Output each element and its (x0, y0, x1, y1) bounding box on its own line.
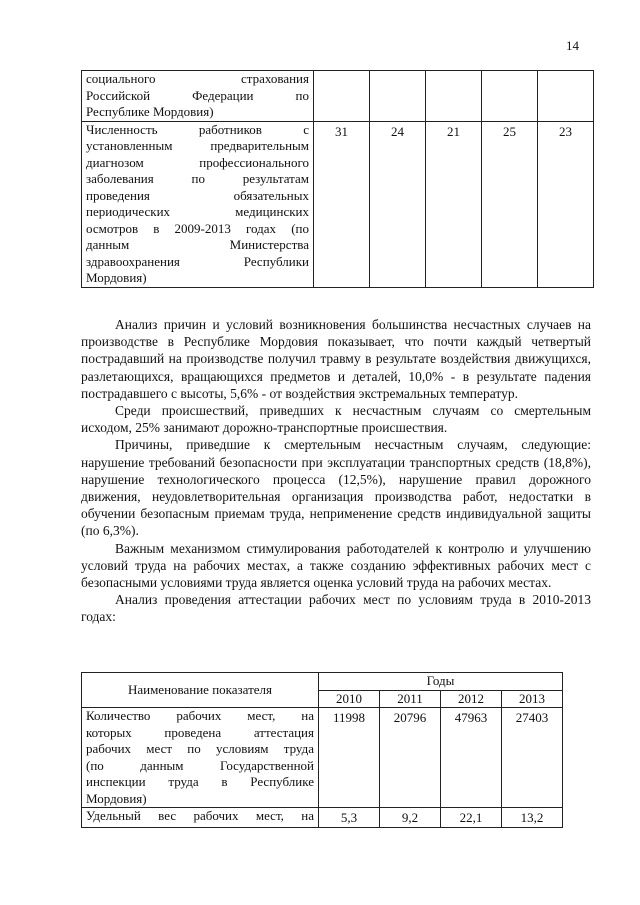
cell-line: социального страхования (86, 71, 309, 86)
table-row (82, 708, 563, 808)
table-cell-value: 27403 (502, 708, 563, 808)
table-cell-value: 5,3 (319, 808, 380, 828)
header-year: 2011 (380, 690, 441, 708)
table-cell-value (314, 71, 370, 122)
header-year: 2012 (441, 690, 502, 708)
table-cell-value (370, 71, 426, 122)
table-cell-value (426, 71, 482, 122)
cell-line: которых проведена аттестация (86, 724, 314, 740)
cell-line: инспекции труда в Республике (86, 774, 314, 789)
header-year: 2013 (502, 690, 563, 708)
table-cell-value: 9,2 (380, 808, 441, 828)
cell-line: Мордовия) (86, 790, 147, 806)
cell-line: осмотров в 2009-2013 годах (по (86, 220, 309, 236)
body-text (81, 316, 591, 626)
table-cell-label (82, 121, 314, 287)
table-cell-label (82, 708, 319, 808)
paragraph: Важным механизмом стимулирования работодателей к контролю и улучшению условий труда на рабочих местах, а также созданию эффективных рабочих мест с безопасными условиями труда является оценка условий труда на рабочих местах. (81, 540, 591, 591)
cell-line: Республике Мордовия) (86, 104, 214, 119)
table-cell-value: 23 (538, 121, 594, 287)
cell-line: Удельный вес рабочих мест, на (86, 808, 314, 823)
table-cell-value: 31 (314, 121, 370, 287)
header-indicator-name: Наименование показателя (82, 673, 319, 708)
paragraph: Анализ причин и условий возникновения большинства несчастных случаев на производстве в Республике Мордовия показывает, что почти каждый четвертый пострадавший на производстве получил травму в результате воздействия движущихся, разлетающихся, вращающихся предметов и деталей, 10,0% - в результате падения пострадавшего с высоты, 5,6% - от воздействия экстремальных температур. (81, 317, 591, 401)
table-cell-value: 47963 (441, 708, 502, 808)
table-row (82, 121, 594, 287)
table-header-row (82, 673, 563, 691)
table-cell-value: 11998 (319, 708, 380, 808)
header-years: Годы (319, 673, 563, 691)
cell-line: Российской Федерации по (86, 87, 309, 103)
cell-line: периодических медицинских (86, 204, 309, 219)
cell-line: диагнозом профессионального (86, 154, 309, 170)
table-cell-label (82, 71, 314, 122)
table-cell-value (482, 71, 538, 122)
table-row (82, 71, 594, 122)
table-cell-value (538, 71, 594, 122)
table-row (82, 808, 563, 828)
cell-line: заболевания по результатам (86, 171, 309, 186)
table-certification (81, 672, 563, 828)
table-cell-value: 25 (482, 121, 538, 287)
table-cell-value: 24 (370, 121, 426, 287)
header-year: 2010 (319, 690, 380, 708)
cell-line: данным Министерства (86, 237, 309, 252)
table-cell-value: 22,1 (441, 808, 502, 828)
table-worker-statistics (81, 70, 594, 288)
table-cell-value: 20796 (380, 708, 441, 808)
cell-line: Численность работников с (86, 121, 309, 137)
cell-line: здравоохранения Республики (86, 253, 309, 269)
cell-line: рабочих мест по условиям труда (86, 741, 314, 756)
page-number: 14 (566, 38, 579, 53)
table-cell-value: 13,2 (502, 808, 563, 828)
paragraph: Анализ проведения аттестации рабочих мест по условиям труда в 2010-2013 годах: (81, 592, 591, 625)
table-cell-value: 21 (426, 121, 482, 287)
paragraph: Причины, приведшие к смертельным несчастным случаям, следующие: нарушение требований безопасности при эксплуатации транспортных средств (18,8%), нарушение технологического процесса (12,5%), нарушение правил дорожного движения, неудовлетворительная организация производства работ, недостатки в обучении безопасным приемам труда, неприменение средств индивидуальной защиты (по 6,3%). (81, 437, 591, 539)
cell-line: установленным предварительным (86, 138, 309, 153)
cell-line: (по данным Государственной (86, 757, 314, 773)
cell-line: Мордовия) (86, 270, 147, 285)
cell-line: проведения обязательных (86, 187, 309, 203)
paragraph: Среди происшествий, приведших к несчастным случаям со смертельным исходом, 25% занимают дорожно-транспортные происшествия. (81, 403, 591, 436)
cell-line: Количество рабочих мест, на (86, 708, 314, 723)
table-cell-label (82, 808, 319, 828)
